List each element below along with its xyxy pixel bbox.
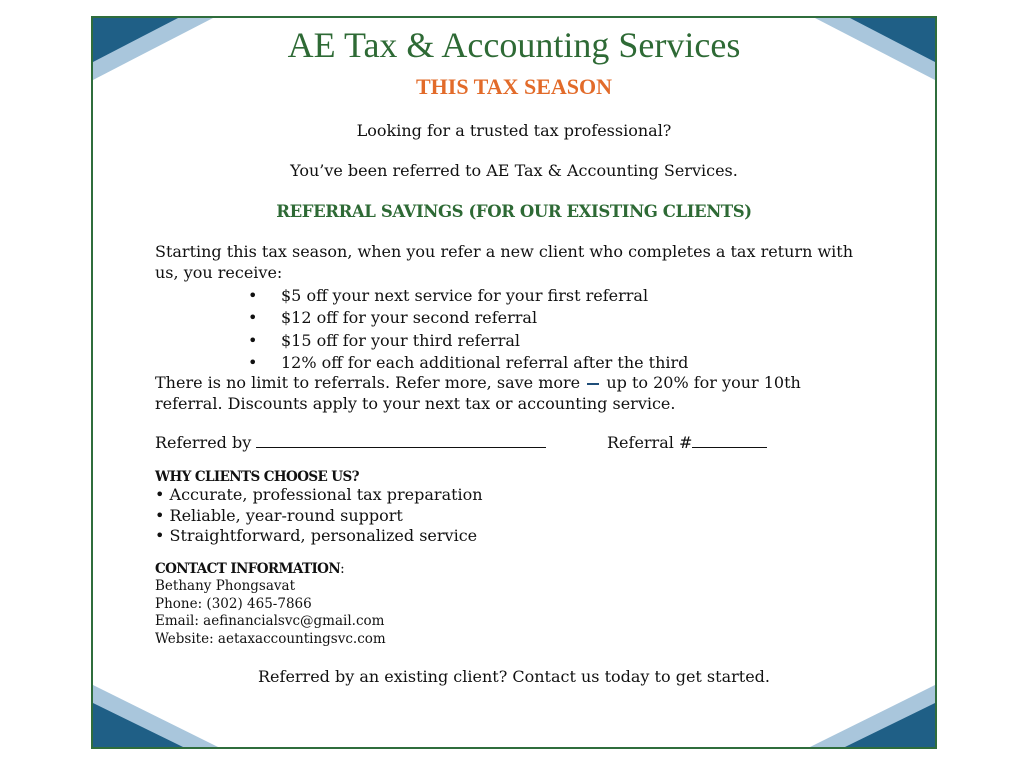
- contact-email: Email: aefinancialsvc@gmail.com: [155, 613, 385, 629]
- list-item: • Straightforward, personalized service: [155, 526, 478, 545]
- referral-savings-heading: REFERRAL SAVINGS (FOR OUR EXISTING CLIENTS): [276, 202, 752, 221]
- why-choose-us-heading: WHY CLIENTS CHOOSE US?: [155, 469, 359, 485]
- contact-website: Website: aetaxaccountingsvc.com: [155, 630, 386, 647]
- bullet-icon: •: [248, 330, 258, 350]
- referral-intro-paragraph: Starting this tax season, when you refer a new client who completes a tax return with us, you receive:: [155, 242, 853, 282]
- bullet-icon: •: [248, 352, 258, 372]
- dash-icon: [587, 383, 599, 385]
- closing-call-to-action: Referred by an existing client? Contact us today to get started.: [258, 667, 770, 686]
- list-item: • $12 off for your second referral: [248, 308, 538, 328]
- list-item: • Reliable, year-round support: [155, 505, 403, 525]
- no-limit-paragraph: There is no limit to referrals. Refer more, save more up to 20% for your 10th referral. Discounts apply to your next tax or accounting service.: [155, 373, 801, 413]
- bullet-icon: •: [248, 286, 258, 305]
- referred-by-label: Referred by: [155, 433, 252, 452]
- bullet-icon: •: [248, 308, 258, 328]
- list-item: • 12% off for each additional referral after the third: [248, 352, 689, 372]
- season-subtitle: THIS TAX SEASON: [415, 74, 613, 99]
- referred-by-field[interactable]: [155, 433, 546, 452]
- referral-discount-list: [248, 285, 688, 374]
- referral-number-label: Referral #: [607, 433, 693, 452]
- page-title: AE Tax & Accounting Services: [287, 25, 741, 65]
- list-item: • $5 off your next service for your first referral: [248, 286, 649, 305]
- list-item: • Accurate, professional tax preparation: [155, 485, 483, 504]
- referral-flyer: [91, 16, 937, 749]
- contact-heading: CONTACT INFORMATION:: [155, 561, 345, 577]
- referral-number-blank-line[interactable]: [692, 433, 767, 448]
- list-item: • $15 off for your third referral: [248, 330, 520, 350]
- why-choose-us-list: [155, 485, 483, 547]
- contact-info-block: [155, 578, 386, 648]
- referred-by-blank-line[interactable]: [256, 433, 546, 448]
- intro-referral-text: You’ve been referred to AE Tax & Accounting Services.: [290, 161, 738, 180]
- referral-number-field[interactable]: [607, 433, 767, 452]
- intro-question: Looking for a trusted tax professional?: [356, 121, 672, 140]
- contact-phone: Phone: (302) 465-7866: [155, 595, 312, 612]
- contact-name: Bethany Phongsavat: [155, 578, 296, 594]
